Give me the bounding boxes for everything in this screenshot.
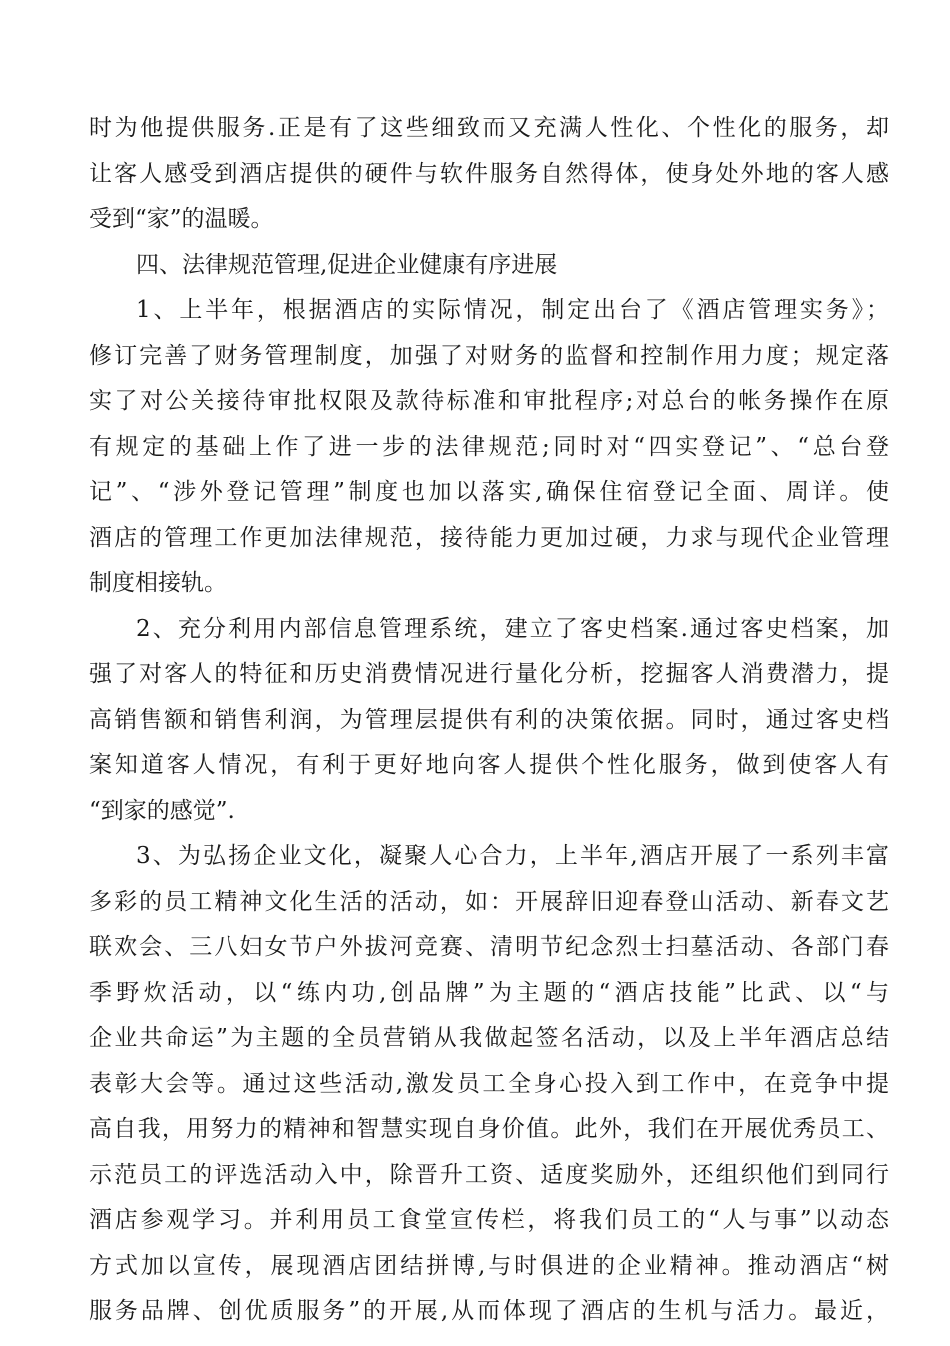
text-line: 修订完善了财务管理制度，加强了对财务的监督和控制作用力度；规定落: [89, 342, 889, 369]
text-line: 2、充分利用内部信息管理系统，建立了客史档案.通过客史档案，加: [136, 615, 889, 642]
text-line: 酒店参观学习。并利用员工食堂宣传栏，将我们员工的“人与事”以动态: [89, 1207, 889, 1233]
document-body: [89, 106, 889, 1335]
text-line: 受到“家”的温暖。: [89, 206, 274, 232]
text-line: 让客人感受到酒店提供的硬件与软件服务自然得体，使身处外地的客人感: [89, 160, 889, 187]
text-line: 强了对客人的特征和历史消费情况进行量化分析，挖掘客人消费潜力，提: [89, 661, 889, 687]
text-line: 有规定的基础上作了进一步的法律规范;同时对“四实登记”、“总台登: [89, 433, 889, 460]
text-line: 记”、“涉外登记管理”制度也加以落实,确保住宿登记全面、周详。使: [89, 479, 889, 505]
text-line: 高自我，用努力的精神和智慧实现自身价值。此外，我们在开展优秀员工、: [89, 1116, 889, 1142]
text-line: 实了对公关接待审批权限及款待标准和审批程序;对总台的帐务操作在原: [89, 388, 889, 414]
text-line: 1、上半年，根据酒店的实际情况，制定出台了《酒店管理实务》；: [136, 297, 889, 323]
text-line: 多彩的员工精神文化生活的活动，如：开展辞旧迎春登山活动、新春文艺: [89, 888, 889, 915]
text-line: 企业共命运”为主题的全员营销从我做起签名活动，以及上半年酒店总结: [89, 1025, 889, 1051]
text-line: 制度相接轨。: [89, 570, 227, 596]
text-line: 示范员工的评选活动入中，除晋升工资、适度奖励外，还组织他们到同行: [89, 1161, 889, 1188]
text-line: 方式加以宣传，展现酒店团结拼博,与时俱进的企业精神。推动酒店“树: [89, 1252, 889, 1279]
text-line: “到家的感觉”.: [89, 797, 235, 824]
text-line: 高销售额和销售利润，为管理层提供有利的决策依据。同时，通过客史档: [89, 706, 889, 733]
text-line: 表彰大会等。通过这些活动,激发员工全身心投入到工作中，在竞争中提: [89, 1070, 889, 1097]
text-line: 四、法律规范管理,促进企业健康有序进展: [136, 251, 558, 278]
text-line: 3、为弘扬企业文化，凝聚人心合力，上半年,酒店开展了一系列丰富: [136, 843, 889, 869]
text-line: 季野炊活动，以“练内功,创品牌”为主题的“酒店技能”比武、以“与: [89, 979, 889, 1006]
text-line: 时为他提供服务.正是有了这些细致而又充满人性化、个性化的服务，却: [89, 115, 889, 141]
text-line: 服务品牌、创优质服务”的开展,从而体现了酒店的生机与活力。最近，: [89, 1298, 889, 1324]
text-line: 案知道客人情况，有利于更好地向客人提供个性化服务，做到使客人有: [89, 752, 889, 778]
text-line: 酒店的管理工作更加法律规范，接待能力更加过硬，力求与现代企业管理: [89, 524, 889, 551]
text-line: 联欢会、三八妇女节户外拔河竞赛、清明节纪念烈士扫墓活动、各部门春: [89, 934, 889, 960]
